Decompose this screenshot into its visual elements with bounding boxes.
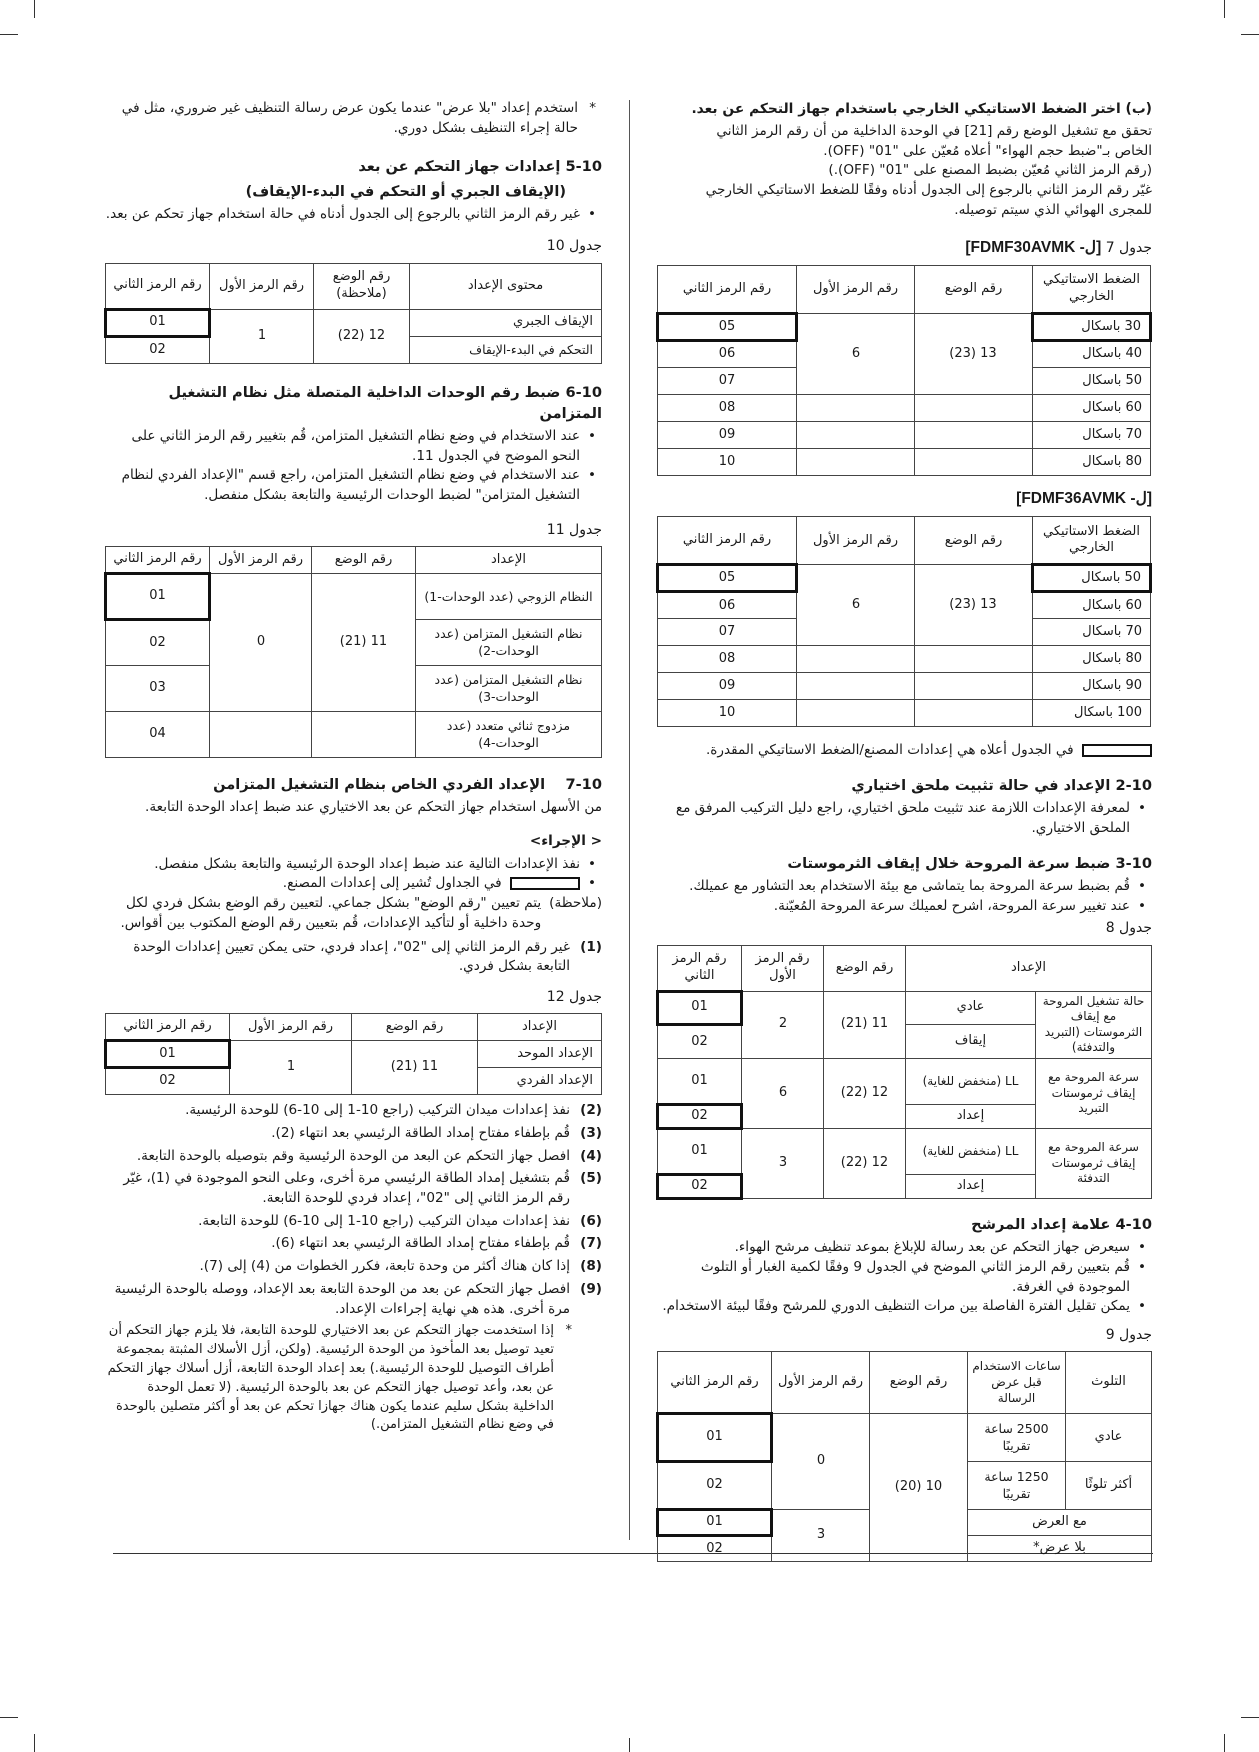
table-cell-second-code: 08 [658, 646, 797, 673]
table-cell-pressure: 80 باسكال [1033, 646, 1151, 673]
bullet-item: • قُم بضبط سرعة المروحة بما يتماشى مع بيئة الاستخدام بعد التشاور مع عميلك. [656, 877, 1152, 897]
table-cell-second-code: 02 [658, 1104, 742, 1128]
table-cell-second-code: 03 [106, 666, 210, 712]
table-cell-second-code: 07 [658, 619, 797, 646]
table-header: رقم الرمز الثاني [106, 1014, 230, 1041]
crop-mark [34, 0, 35, 18]
table-cell-mode: 10 (20) [870, 1414, 968, 1562]
right-column [656, 95, 1152, 1562]
table8-caption: جدول 8 [1105, 920, 1152, 937]
step [104, 1124, 602, 1144]
section-b-line: الخاص بـ"ضبط حجم الهواء" أعلاه مُعيّن على "01" (OFF). [823, 142, 1152, 159]
table-cell-empty [797, 700, 915, 727]
table-cell-setting: سرعة المروحة مع إيقاف ثرموستات التدفئة [1036, 1128, 1152, 1198]
table-cell-mode: 13 (23) [915, 313, 1033, 394]
table-cell-first-code: 1 [210, 309, 314, 363]
section-5-10-subtitle: (الإيقاف الجبري أو التحكم في البدء-الإيقاف) [245, 182, 566, 200]
step-number: (3) [580, 1124, 602, 1141]
table-cell-second-code: 07 [658, 367, 797, 394]
table-8 [656, 945, 1152, 1200]
section-title: ضبط سرعة المروحة خلال إيقاف الثرموستات [787, 854, 1111, 872]
crop-mark [1224, 0, 1225, 18]
table-header: الإعداد [416, 547, 602, 574]
step [104, 1280, 602, 1319]
step-text: افصل جهاز التحكم عن بعد من الوحدة التابعة بعد الإعداد، ووصله بالوحدة الرئيسية مرة أخرى. هذه هي نهاية إجراءات الإعداد. [114, 1280, 570, 1317]
section-number: 3-10 [1115, 854, 1152, 872]
table-cell-setting: نظام التشغيل المتزامن (عدد الوحدات-3) [416, 666, 602, 712]
procedure-heading: < الإجراء> [529, 833, 602, 849]
table-cell-empty [797, 673, 915, 700]
crop-mark [0, 1717, 18, 1718]
section-title: علامة إعداد المرشح [971, 1215, 1111, 1233]
table7-caption [656, 237, 1152, 259]
step-number: (5) [580, 1170, 602, 1187]
step [104, 1101, 602, 1121]
top-note: * استخدم إعداد "بلا عرض" عندما يكون عرض رسالة التنظيف غير ضروري، مثل في حالة إجراء التنظيف بشكل دوري. [104, 99, 602, 138]
crop-mark [1241, 34, 1259, 35]
step-number: (9) [580, 1280, 602, 1297]
table-header: رقم الرمز الأول [230, 1014, 352, 1041]
step-number: (6) [580, 1212, 602, 1229]
step-text: قُم بتشغيل إمداد الطاقة الرئيسي مرة أخرى، وعلى النحو الموجودة في (1)، غيّر رقم الرمز الثاني إلى "02"، إعداد فردي للوحدة التابعة. [123, 1170, 570, 1207]
section-title: الإعداد في حالة تثبيت ملحق اختياري [851, 777, 1111, 795]
table-cell-display: بلا عرض* [968, 1536, 1152, 1562]
table-cell-first-code: 0 [210, 574, 312, 712]
section-3-10-heading [656, 853, 1152, 874]
table-cell-second-code: 01 [658, 991, 742, 1025]
table-cell-empty [915, 646, 1033, 673]
table-header: رقم الرمز الثاني [658, 1352, 772, 1414]
table-cell-setting: حالة تشغيل المروحة مع إيقاف الثرموستات (التبريد والتدفئة) [1036, 991, 1152, 1058]
table-cell-setting: نظام التشغيل المتزامن (عدد الوحدات-2) [416, 620, 602, 666]
table-cell-hours: 2500 ساعة تقريبًا [968, 1414, 1066, 1462]
left-column [104, 95, 602, 1435]
step [104, 1147, 602, 1167]
step-number: (4) [580, 1147, 602, 1164]
table-cell-second-code: 02 [658, 1536, 772, 1562]
table-cell-pollution: عادي [1066, 1414, 1152, 1462]
section-7-10-intro: من الأسهل استخدام جهاز التحكم عن بعد الاختياري عند ضبط إعداد الوحدة التابعة. [145, 799, 602, 816]
table-cell-first-code: 6 [797, 313, 915, 394]
step-number: (2) [580, 1102, 602, 1119]
table-cell-hours: 1250 ساعة تقريبًا [968, 1462, 1066, 1510]
table-header: رقم الرمز الأول [797, 517, 915, 565]
step-number: (1) [580, 938, 602, 955]
table-cell-pressure: 80 باسكال [1033, 448, 1151, 475]
crop-mark [34, 1734, 35, 1752]
note-label: (ملاحظة) [549, 895, 602, 912]
table-cell-pressure: 60 باسكال [1033, 592, 1151, 619]
step [104, 1212, 602, 1232]
step-text: قُم بإطفاء مفتاح إمداد الطاقة الرئيسي بعد انتهاء (6). [271, 1235, 570, 1252]
note [104, 894, 602, 933]
crop-mark [1224, 1734, 1225, 1752]
column-divider [629, 100, 630, 1540]
table-header: رقم الرمز الثاني [106, 263, 210, 309]
step [104, 1234, 602, 1254]
table-cell-second-code: 02 [658, 1174, 742, 1198]
section-title: إعدادات جهاز التحكم عن بعد [358, 158, 561, 176]
table-cell-first-code: 2 [742, 991, 824, 1058]
table-cell-empty [915, 700, 1033, 727]
table-cell-empty [915, 394, 1033, 421]
table-header: رقم الرمز الثاني [106, 547, 210, 574]
table-cell-empty [915, 448, 1033, 475]
table-cell-pressure: 60 باسكال [1033, 394, 1151, 421]
section-b-line: للمجرى الهوائي الذي سيتم توصيله. [954, 201, 1152, 218]
table-cell-second-code: 09 [658, 421, 797, 448]
bullet-item: • غير رقم الرمز الثاني بالرجوع إلى الجدول أدناه في حالة استخدام جهاز تحكم عن بعد. [104, 205, 602, 225]
table-cell-second-code: 02 [106, 336, 210, 363]
step-text: إذا كان هناك أكثر من وحدة تابعة، فكرر الخطوات من (4) إلى (7). [199, 1258, 570, 1275]
step-text: نفذ إعدادات ميدان التركيب (راجع 10-1 إلى 10-6) للوحدة الرئيسية. [185, 1102, 570, 1119]
table-cell-empty [210, 712, 312, 758]
table-cell-empty [797, 646, 915, 673]
final-note: * إذا استخدمت جهاز التحكم عن بعد الاختياري للوحدة التابعة، فلا يلزم جهاز التحكم أن تعيد توصيل بعد المأخوذ من الوحدة الرئيسية. (ولكن، أزل الأسلاك المثبتة بمجموعة أطراف التوصيل للوحدة الرئيسية.) بعد إعداد الوحدة التابعة، أزل أسلاك جهاز التحكم عن بعد، وأعد توصيل جهاز التحكم عن بعد بالوحدة الرئيسية. (لا تعمل الوحدة الداخلية بشكل سليم عندما يكون هناك جهازا تحكم عن بعد أو أكثر متصلين بالوحدة في وضع نظام التشغيل المتزامن.) [104, 1322, 578, 1435]
table9-caption: جدول 9 [1105, 1326, 1152, 1343]
table-header: رقم الرمز الأول [772, 1352, 870, 1414]
table-header: رقم الرمز الأول [210, 547, 312, 574]
section-b-heading: (ب) اختر الضغط الاستاتيكي الخارجي باستخدام جهاز التحكم عن بعد. [691, 101, 1152, 117]
table-cell-display: مع العرض [968, 1510, 1152, 1536]
table-cell-second-code: 05 [658, 565, 797, 592]
table-cell-mode: 11 (21) [824, 991, 906, 1058]
table-cell-pressure: 90 باسكال [1033, 673, 1151, 700]
table-cell-setting: سرعة المروحة مع إيقاف ثرموستات التبريد [1036, 1058, 1152, 1128]
table-cell-second-code: 10 [658, 448, 797, 475]
crop-mark [1241, 1717, 1259, 1718]
table-cell-mode: 12 (22) [824, 1058, 906, 1128]
table7b-caption [656, 488, 1152, 510]
table-cell-mode: 11 (21) [312, 574, 416, 712]
section-b-line: (رقم الرمز الثاني مُعيّن بضبط المصنع على "01" (OFF).) [828, 162, 1152, 179]
table-header: ساعات الاستخدام قبل عرض الرسالة [968, 1352, 1066, 1414]
table-cell-pressure: 100 باسكال [1033, 700, 1151, 727]
section-number: 2-10 [1115, 777, 1152, 795]
table-cell-option: LL (منخفض للغاية) [906, 1128, 1036, 1174]
table-cell-option: LL (منخفض للغاية) [906, 1058, 1036, 1104]
table-cell-second-code: 10 [658, 700, 797, 727]
table-header: الضغط الاستاتيكي الخارجي [1033, 517, 1151, 565]
table7-model: [FDMF30AVMK -ل] [965, 238, 1102, 256]
table-cell-second-code: 08 [658, 394, 797, 421]
crop-mark [0, 34, 18, 35]
table-header: محتوى الإعداد [410, 263, 602, 309]
section-2-10-heading [656, 775, 1152, 796]
table-cell-second-code: 01 [106, 1041, 230, 1068]
table-cell-empty [797, 421, 915, 448]
table-cell-second-code: 05 [658, 313, 797, 340]
table-cell-first-code: 0 [772, 1414, 870, 1510]
procedure-steps [104, 1101, 602, 1319]
section-b-line: غيّر رقم الرمز الثاني بالرجوع إلى الجدول أدناه وفقًا للضغط الاستاتيكي الخارجي [705, 182, 1152, 199]
table-cell-pressure: 30 باسكال [1033, 313, 1151, 340]
table-header: رقم الرمز الأول [210, 263, 314, 309]
step-text: افصل جهاز التحكم عن البعد من الوحدة الرئيسية وقم بتوصيله بالوحدة التابعة. [136, 1147, 570, 1164]
table-cell-pressure: 50 باسكال [1033, 565, 1151, 592]
table-cell-second-code: 06 [658, 340, 797, 367]
step [104, 1169, 602, 1208]
table-cell-pressure: 50 باسكال [1033, 367, 1151, 394]
table-cell-option: إيقاف [906, 1025, 1036, 1059]
factory-setting-legend-box [510, 877, 580, 890]
section-number: 5-10 [565, 158, 602, 176]
section-b-line: تحقق مع تشغيل الوضع رقم [21] في الوحدة الداخلية من أن رقم الرمز الثاني [716, 123, 1152, 139]
step [104, 938, 602, 977]
table12-caption: جدول 12 [546, 988, 602, 1005]
table7b-model: [FDMF36AVMK -ل] [1016, 489, 1152, 507]
bullet-item [104, 874, 602, 894]
table-cell-empty [915, 421, 1033, 448]
table-header: رقم الرمز الأول [797, 265, 915, 313]
table-cell-mode: 12 (22) [824, 1128, 906, 1198]
legend-text: في الجدول أعلاه هي إعدادات المصنع/الضغط الاستاتيكي المقدرة. [705, 742, 1074, 759]
table-header: الإعداد [906, 945, 1152, 991]
table-cell-option: عادي [906, 991, 1036, 1025]
step-text: غير رقم الرمز الثاني إلى "02"، إعداد فردي، حتى يمكن تعيين إعدادات الوحدة التابعة بشكل فردي. [133, 938, 570, 975]
section-number: 4-10 [1115, 1215, 1152, 1233]
table-cell-second-code: 01 [658, 1414, 772, 1462]
table-cell-second-code: 01 [106, 309, 210, 336]
bullet-item: • يمكن تقليل الفترة الفاصلة بين مرات التنظيف الدوري للمرشح وفقًا لبيئة الاستخدام. [656, 1297, 1152, 1317]
bullet-item: • قُم بتعيين رقم الرمز الثاني الموضح في الجدول 9 وفقًا لكمية الغبار أو التلوث الموجودة في الغرفة. [656, 1258, 1152, 1297]
table-cell-second-code: 02 [106, 620, 210, 666]
table-cell-mode: 11 (21) [352, 1041, 478, 1095]
table-cell-content: الإيقاف الجبري [410, 309, 602, 336]
table-header: رقم الوضع [915, 265, 1033, 313]
table-header: رقم الوضع [312, 547, 416, 574]
table-11 [104, 546, 602, 758]
table-header: رقم الرمز الثاني [658, 945, 742, 991]
table-cell-setting: مزدوج ثنائي متعدد (عدد الوحدات-4) [416, 712, 602, 758]
table-cell-second-code: 04 [106, 712, 210, 758]
step-number: (7) [580, 1235, 602, 1252]
section-title: الإعداد الفردي الخاص بنظام التشغيل المتزامن [213, 776, 546, 794]
table11-caption: جدول 11 [546, 521, 602, 538]
legend-text: في الجداول تُشير إلى إعدادات المصنع. [282, 875, 502, 892]
table-cell-empty [797, 448, 915, 475]
table-cell-content: التحكم في البدء-الإيقاف [410, 336, 602, 363]
bullet-item: • لمعرفة الإعدادات اللازمة عند تثبيت ملحق اختياري، راجع دليل التركيب المرفق مع الملحق الاختياري. [656, 799, 1152, 838]
section-7-10-heading [104, 774, 602, 795]
table-cell-pressure: 70 باسكال [1033, 421, 1151, 448]
table-12 [104, 1013, 602, 1095]
table-cell-empty [312, 712, 416, 758]
table7-caption-prefix: جدول 7 [1105, 239, 1152, 256]
table-cell-setting: الإعداد الموحد [478, 1041, 602, 1068]
table-10 [104, 263, 602, 364]
table-cell-pressure: 70 باسكال [1033, 619, 1151, 646]
table-cell-second-code: 01 [106, 574, 210, 620]
bullet-item: • عند تغيير سرعة المروحة، اشرح لعميلك سرعة المروحة المُعيّنة. [656, 897, 1152, 917]
table-cell-first-code: 1 [230, 1041, 352, 1095]
table-7b [656, 516, 1152, 727]
section-title: ضبط رقم الوحدات الداخلية المتصلة مثل نظام التشغيل المتزامن [168, 383, 602, 422]
table-header: رقم الرمز الثاني [658, 517, 797, 565]
bullet-item: • عند الاستخدام في وضع نظام التشغيل المتزامن، راجع قسم "الإعداد الفردي لنظام التشغيل المتزامن" لضبط الوحدات الرئيسية والتابعة بشكل منفصل. [104, 466, 602, 505]
table-header: رقم الوضع [915, 517, 1033, 565]
table-header: رقم الوضع (ملاحظة) [314, 263, 410, 309]
table-header: رقم الوضع [352, 1014, 478, 1041]
section-number: 7-10 [565, 776, 602, 794]
table-cell-option: إعداد [906, 1104, 1036, 1128]
note-text: يتم تعيين "رقم الوضع" بشكل جماعي. لتعيين رقم الوضع بشكل فردي لكل وحدة داخلية أو لتأكيد الإعدادات، قُم بتعيين رقم الوضع المكتوب بين أقواس. [120, 895, 542, 931]
table-cell-first-code: 3 [742, 1128, 824, 1198]
table-header: الضغط الاستاتيكي الخارجي [1033, 265, 1151, 313]
table-cell-second-code: 01 [658, 1058, 742, 1104]
section-4-10-heading [656, 1214, 1152, 1235]
table-7 [656, 265, 1152, 476]
table-header: رقم الرمز الثاني [658, 265, 797, 313]
table-9 [656, 1351, 1152, 1562]
table-cell-second-code: 01 [658, 1128, 742, 1174]
table-header: التلوث [1066, 1352, 1152, 1414]
table-cell-second-code: 06 [658, 592, 797, 619]
table-cell-first-code: 6 [742, 1058, 824, 1128]
section-number: 6-10 [565, 383, 602, 401]
table-cell-setting: الإعداد الفردي [478, 1068, 602, 1095]
bullet-item: • سيعرض جهاز التحكم عن بعد رسالة للإبلاغ بموعد تنظيف مرشح الهواء. [656, 1238, 1152, 1258]
table-cell-second-code: 01 [658, 1510, 772, 1536]
table-cell-first-code: 6 [797, 565, 915, 646]
table-cell-pollution: أكثر تلوثًا [1066, 1462, 1152, 1510]
table-cell-mode: 13 (23) [915, 565, 1033, 646]
factory-setting-legend-box [1082, 744, 1152, 757]
table-cell-option: إعداد [906, 1174, 1036, 1198]
table-cell-setting: النظام الزوجي (عدد الوحدات-1) [416, 574, 602, 620]
table-header: الإعداد [478, 1014, 602, 1041]
table-header: رقم الرمز الأول [742, 945, 824, 991]
legend-note [656, 741, 1152, 761]
section-6-10-heading [104, 382, 602, 424]
table-cell-pressure: 40 باسكال [1033, 340, 1151, 367]
bullet-item: • عند الاستخدام في وضع نظام التشغيل المتزامن، قُم بتغيير رقم الرمز الثاني على النحو الموضح في الجدول 11. [104, 427, 602, 466]
step-text: قُم بإطفاء مفتاح إمداد الطاقة الرئيسي بعد انتهاء (2). [271, 1124, 570, 1141]
step [104, 1257, 602, 1277]
table-cell-second-code: 02 [658, 1025, 742, 1059]
table-cell-first-code: 3 [772, 1510, 870, 1562]
bullet-item: • نفذ الإعدادات التالية عند ضبط إعداد الوحدة الرئيسية والتابعة بشكل منفصل. [104, 855, 602, 875]
table-cell-empty [915, 673, 1033, 700]
step-number: (8) [580, 1258, 602, 1275]
section-5-10-heading [104, 156, 602, 177]
table10-caption: جدول 10 [546, 238, 602, 255]
table-cell-mode: 12 (22) [314, 309, 410, 363]
table-cell-empty [797, 394, 915, 421]
table-header: رقم الوضع [870, 1352, 968, 1414]
table-cell-second-code: 02 [106, 1068, 230, 1095]
table-header: رقم الوضع [824, 945, 906, 991]
table-cell-second-code: 09 [658, 673, 797, 700]
table-cell-second-code: 02 [658, 1462, 772, 1510]
step-text: نفذ إعدادات ميدان التركيب (راجع 10-1 إلى 10-6) للوحدة التابعة. [198, 1212, 570, 1229]
crop-mark [629, 1738, 630, 1752]
